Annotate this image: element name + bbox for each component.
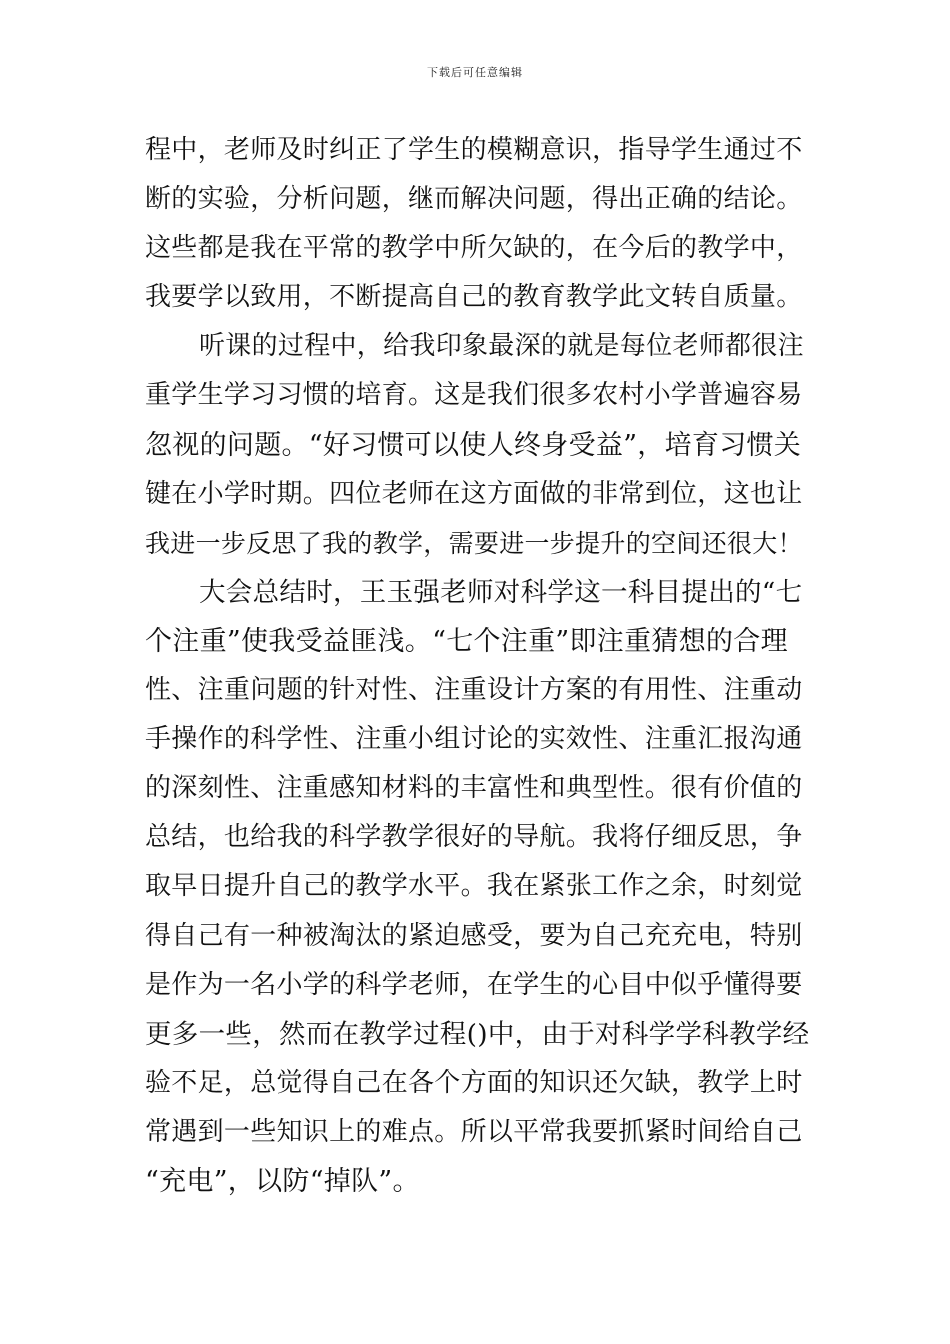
body-text [145, 126, 810, 1206]
text-line: 常遇到一些知识上的难点。所以平常我要抓紧时间给自己 [145, 1116, 803, 1147]
text-line: 重学生学习习惯的培育。这是我们很多农村小学普遍容易 [145, 380, 803, 411]
text-line: 大会总结时，王玉强老师对科学这一科目提出的“七 [199, 576, 803, 608]
text-line: 总结，也给我的科学教学很好的导航。我将仔细反思，争 [145, 822, 803, 853]
text-line: 我进一步反思了我的教学，需要进一步提升的空间还很大！ [145, 528, 803, 558]
text-line: 这些都是我在平常的教学中所欠缺的，在今后的教学中， [145, 233, 803, 264]
text-line: 个注重”使我受益匪浅。“七个注重”即注重猜想的合理 [145, 625, 788, 657]
text-line: 键在小学时期。四位老师在这方面做的非常到位，这也让 [145, 478, 803, 509]
text-line: 程中，老师及时纠正了学生的模糊意识，指导学生通过不 [145, 135, 803, 165]
text-line: 验不足，总觉得自己在各个方面的知识还欠缺，教学上时 [145, 1067, 803, 1098]
text-line: 得自己有一种被淘汰的紧迫感受，要为自己充充电，特别 [145, 920, 803, 951]
text-line: 性、注重问题的针对性、注重设计方案的有用性、注重动 [145, 675, 803, 706]
text-line: 手操作的科学性、注重小组讨论的实效性、注重汇报沟通 [145, 724, 803, 755]
text-line: 取早日提升自己的教学水平。我在紧张工作之余，时刻觉 [145, 871, 803, 902]
text-line: 更多一些，然而在教学过程()中，由于对科学学科教学经 [145, 1018, 810, 1050]
page-header: 下载后可任意编辑 [427, 66, 523, 79]
text-line: 的深刻性、注重感知材料的丰富性和典型性。很有价值的 [145, 773, 803, 804]
text-line: 听课的过程中，给我印象最深的就是每位老师都很注 [199, 331, 804, 362]
text-line: 忽视的问题。“好习惯可以使人终身受益”，培育习惯关 [145, 429, 802, 461]
text-line: 是作为一名小学的科学老师，在学生的心目中似乎懂得要 [145, 969, 803, 1000]
text-line: 我要学以致用，不断提高自己的教育教学此文转自质量。 [145, 282, 803, 313]
text-line: 断的实验，分析问题，继而解决问题，得出正确的结论。 [145, 184, 803, 215]
text-line: “充电”，以防“掉队”。 [145, 1165, 420, 1197]
